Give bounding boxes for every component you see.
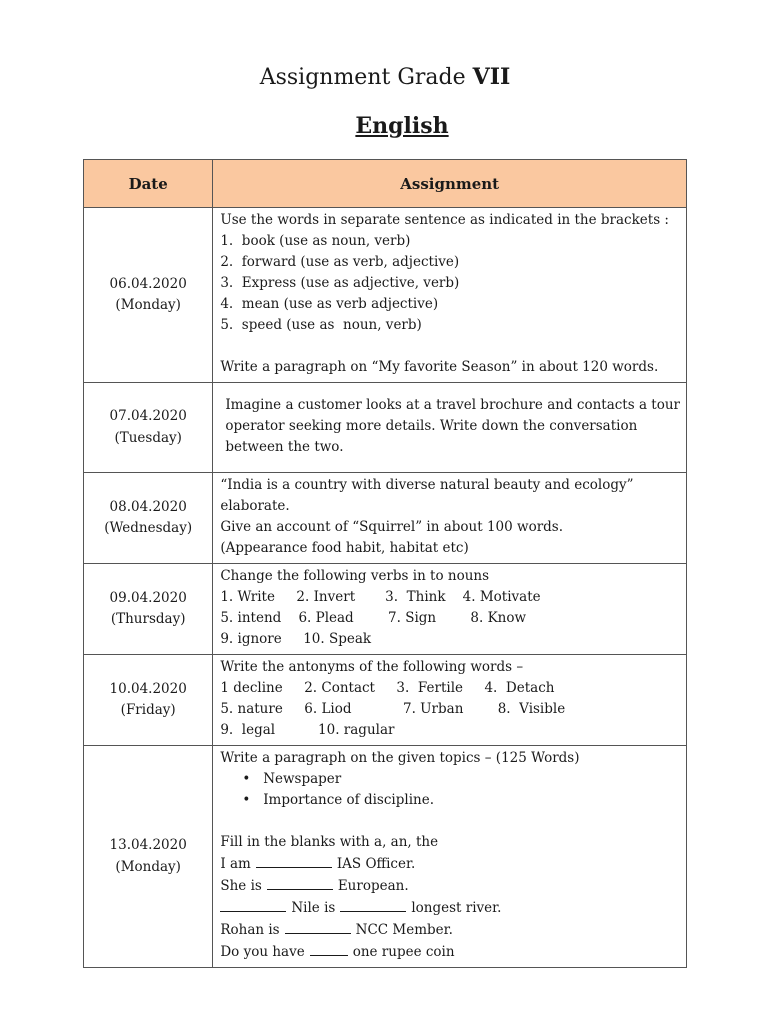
bullet-dot: • (242, 792, 264, 808)
fill-blank-line (220, 853, 680, 875)
fill-text: I am (220, 856, 251, 872)
day-value: (Thursday) (110, 611, 186, 627)
assignment-line: Give an account of “Squirrel” in about 100 words. (220, 519, 564, 535)
assignment-line: operator seeking more details. Write down the conversation (225, 418, 638, 434)
table-row (84, 655, 687, 746)
fill-text: Rohan is (220, 922, 280, 938)
fill-text: IAS Officer. (336, 856, 416, 872)
fill-blank-line (220, 897, 680, 919)
assignment-line: 5. nature 6. Liod 7. Urban 8. Visible (220, 701, 566, 717)
title-grade: VII (472, 64, 511, 90)
date-value: 10.04.2020 (109, 680, 187, 697)
date-cell (84, 383, 213, 473)
assignment-cell (213, 655, 687, 746)
day-value: (Monday) (115, 297, 181, 313)
assignment-line: Write a paragraph on “My favorite Season” in about 120 words. (220, 359, 659, 375)
fill-title: Fill in the blanks with a, an, the (220, 834, 439, 850)
date-cell (84, 208, 213, 383)
subject-heading: English (355, 113, 449, 139)
assignment-line: “India is a country with diverse natural beauty and ecology” (220, 477, 634, 493)
date-cell (84, 564, 213, 655)
bullet-text: Importance of discipline. (263, 792, 434, 808)
date-value: 13.04.2020 (109, 837, 187, 853)
table-row (84, 564, 687, 655)
date-value: 07.04.2020 (109, 408, 187, 424)
assignment-line: 5. intend 6. Plead 7. Sign 8. Know (220, 610, 527, 626)
column-header-assignment: Assignment (213, 160, 687, 208)
table-header-row (84, 160, 687, 208)
date-cell (84, 655, 213, 746)
fill-text: European. (337, 878, 409, 894)
fill-text: Do you have (220, 944, 305, 960)
assignment-line: Imagine a customer looks at a travel brochure and contacts a tour (225, 397, 680, 413)
assignment-cell (213, 564, 687, 655)
assignment-line: 1 decline 2. Contact 3. Fertile 4. Detach (220, 680, 555, 696)
assignment-line: Use the words in separate sentence as indicated in the brackets : (220, 212, 669, 228)
fill-text: Nile is (291, 900, 336, 916)
assignment-line: 4. mean (use as verb adjective) (220, 296, 439, 312)
assignment-line: Change the following verbs in to nouns (220, 568, 490, 584)
fill-text: NCC Member. (355, 922, 453, 938)
assignment-cell (213, 473, 687, 564)
assignment-line: (Appearance food habit, habitat etc) (220, 540, 469, 556)
blank-field (310, 941, 348, 956)
assignment-line: elaborate. (220, 498, 290, 514)
fill-blank-line (220, 919, 680, 941)
assignment-line: 3. Express (use as adjective, verb) (220, 275, 460, 291)
fill-text: longest river. (411, 900, 502, 916)
bullet-text: Newspaper (263, 771, 342, 787)
assignment-cell (213, 383, 687, 473)
table-row (84, 383, 687, 473)
bullet-dot: • (242, 771, 264, 787)
spacer (220, 336, 680, 357)
date-value: 08.04.2020 (109, 498, 187, 515)
assignment-table (83, 159, 687, 968)
day-value: (Monday) (115, 858, 181, 875)
assignment-cell (213, 746, 687, 968)
blank-field (256, 853, 332, 868)
assignment-line: 1. book (use as noun, verb) (220, 233, 411, 249)
table-row (84, 208, 687, 383)
table-row (84, 473, 687, 564)
fill-blank-line (220, 941, 680, 963)
table-row (84, 746, 687, 968)
assignment-line: between the two. (225, 439, 344, 455)
spacer (220, 811, 680, 832)
bullet-item (220, 769, 680, 790)
assignment-line: 9. ignore 10. Speak (220, 631, 372, 647)
blank-field (340, 897, 406, 912)
blank-field (267, 875, 333, 890)
page-title (0, 64, 770, 90)
blank-field (285, 919, 351, 934)
title-prefix: Assignment Grade (259, 65, 473, 90)
date-value: 09.04.2020 (109, 589, 187, 606)
assignment-line: 5. speed (use as noun, verb) (220, 317, 422, 333)
assignment-line: Write a paragraph on the given topics – (125 Words) (220, 750, 580, 766)
date-cell (84, 746, 213, 968)
day-value: (Wednesday) (104, 520, 193, 536)
assignment-cell (213, 208, 687, 383)
day-value: (Friday) (120, 702, 176, 718)
assignment-line: 9. legal 10. ragular (220, 722, 395, 738)
bullet-item (220, 790, 680, 811)
date-cell (84, 473, 213, 564)
fill-blank-line (220, 875, 680, 897)
assignment-line: 2. forward (use as verb, adjective) (220, 254, 460, 270)
column-header-date: Date (84, 160, 213, 208)
blank-field (220, 897, 286, 912)
date-value: 06.04.2020 (109, 275, 187, 292)
assignment-line: Write the antonyms of the following words – (220, 659, 524, 675)
fill-text: one rupee coin (352, 944, 455, 960)
fill-text: She is (220, 878, 262, 894)
day-value: (Tuesday) (114, 429, 182, 446)
assignment-line: 1. Write 2. Invert 3. Think 4. Motivate (220, 589, 541, 605)
